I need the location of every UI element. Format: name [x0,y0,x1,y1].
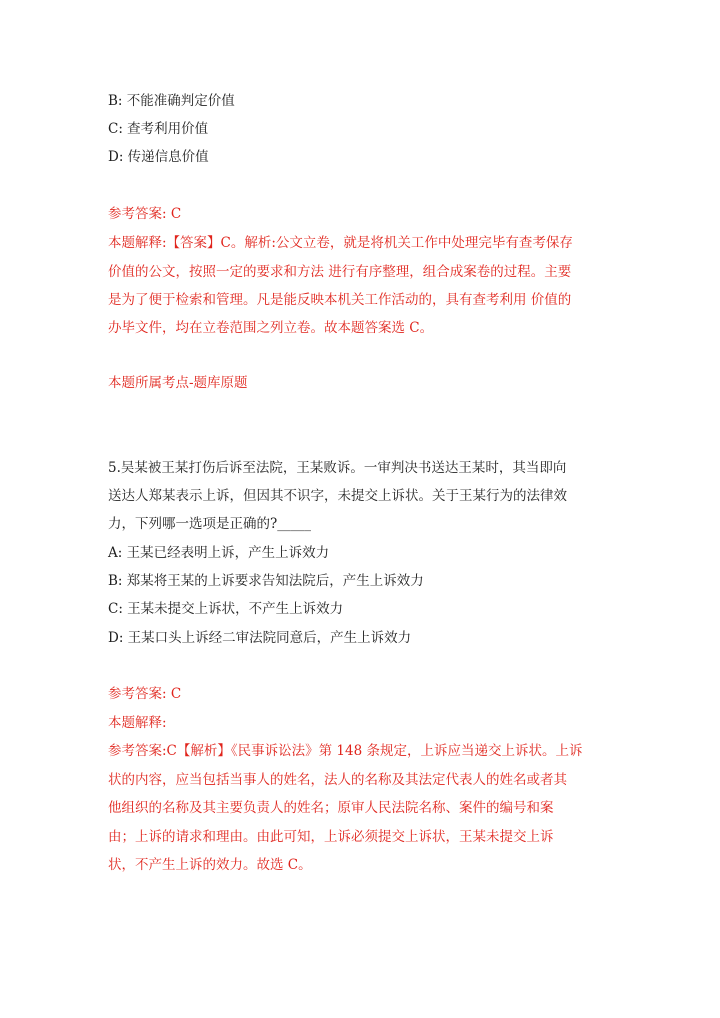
q4-explanation-line: 是为了便于检索和管理。凡是能反映本机关工作活动的，具有查考利用 价值的 [108,292,572,308]
q5-answer: 参考答案: C [108,686,182,702]
q4-explanation-line: 办毕文件，均在立卷范围之列立卷。故本题答案选 C。 [108,320,434,336]
q5-option-d: D: 王某口头上诉经二审法院同意后，产生上诉效力 [108,630,412,646]
q5-question-line: 5.吴某被王某打伤后诉至法院，王某败诉。一审判决书送达王某时，其当即向 [108,460,567,476]
q4-category: 本题所属考点-题库原题 [108,375,248,391]
q4-option-b: B: 不能准确判定价值 [108,93,235,109]
q4-option-c: C: 查考利用价值 [108,121,209,137]
q5-explanation-line: 状的内容，应当包括当事人的姓名，法人的名称及其法定代表人的姓名或者其 [108,772,567,788]
q4-answer: 参考答案: C [108,206,182,222]
q5-option-a: A: 王某已经表明上诉，产生上诉效力 [108,545,330,561]
q5-explanation-label: 本题解释: [108,715,167,731]
q5-option-b: B: 郑某将王某的上诉要求告知法院后，产生上诉效力 [108,573,424,589]
q4-option-d: D: 传递信息价值 [108,149,209,165]
q5-explanation-line: 他组织的名称及其主要负责人的姓名；原审人民法院名称、案件的编号和案 [108,800,554,816]
q5-question-line: 送达人郑某表示上诉，但因其不识字，未提交上诉状。关于王某行为的法律效 [108,488,567,504]
q4-explanation-line: 本题解释:【答案】C。解析:公文立卷，就是将机关工作中处理完毕有查考保存 [108,235,573,251]
q5-explanation-line: 状，不产生上诉的效力。故选 C。 [108,857,312,873]
q4-explanation-line: 价值的公文，按照一定的要求和方法 进行有序整理，组合成案卷的过程。主要 [108,264,572,280]
q5-explanation-line: 参考答案:C【解析】《民事诉讼法》第 148 条规定，上诉应当递交上诉状。上诉 [108,743,583,759]
q5-option-c: C: 王某未提交上诉状，不产生上诉效力 [108,601,344,617]
q5-explanation-line: 由；上诉的请求和理由。由此可知，上诉必须提交上诉状，王某未提交上诉 [108,829,554,845]
q5-question-line: 力，下列哪一选项是正确的?_____ [108,516,311,532]
